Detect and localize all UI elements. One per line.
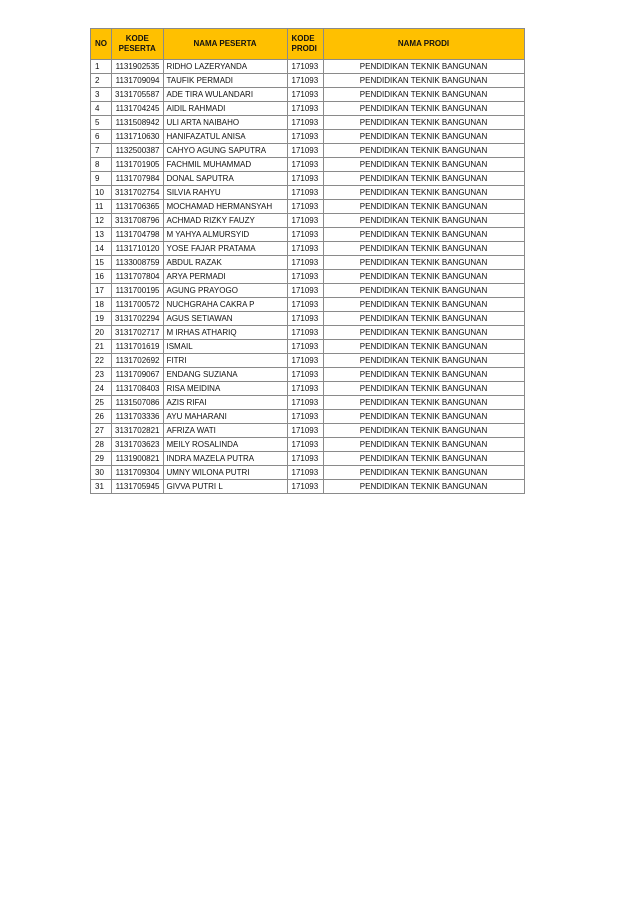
kode-peserta-cell: 1131707804 xyxy=(112,270,164,284)
nama-peserta-cell: ADE TIRA WULANDARI xyxy=(163,88,287,102)
kode-prodi-cell: 171093 xyxy=(287,242,323,256)
participant-table xyxy=(90,28,525,494)
table-row xyxy=(91,410,525,424)
nama-peserta-cell: NUCHGRAHA CAKRA P xyxy=(163,298,287,312)
table-row xyxy=(91,312,525,326)
nama-prodi-cell: PENDIDIKAN TEKNIK BANGUNAN xyxy=(323,270,524,284)
table-row xyxy=(91,340,525,354)
kode-prodi-cell: 171093 xyxy=(287,172,323,186)
header-nama-prodi: NAMA PRODI xyxy=(323,29,524,60)
table-row xyxy=(91,242,525,256)
nama-peserta-cell: SILVIA RAHYU xyxy=(163,186,287,200)
table-row xyxy=(91,354,525,368)
participant-table-sheet xyxy=(90,28,525,494)
row-number: 15 xyxy=(91,256,112,270)
kode-peserta-cell: 1131704245 xyxy=(112,102,164,116)
kode-peserta-cell: 3131702717 xyxy=(112,326,164,340)
nama-prodi-cell: PENDIDIKAN TEKNIK BANGUNAN xyxy=(323,312,524,326)
row-number: 22 xyxy=(91,354,112,368)
table-row xyxy=(91,88,525,102)
nama-peserta-cell: AGUNG PRAYOGO xyxy=(163,284,287,298)
row-number: 25 xyxy=(91,396,112,410)
table-row xyxy=(91,452,525,466)
header-kode-peserta: KODE PESERTA xyxy=(112,29,164,60)
table-row xyxy=(91,74,525,88)
row-number: 24 xyxy=(91,382,112,396)
kode-peserta-cell: 3131702754 xyxy=(112,186,164,200)
kode-prodi-cell: 171093 xyxy=(287,382,323,396)
table-row xyxy=(91,396,525,410)
row-number: 7 xyxy=(91,144,112,158)
kode-prodi-cell: 171093 xyxy=(287,284,323,298)
kode-prodi-cell: 171093 xyxy=(287,200,323,214)
kode-prodi-cell: 171093 xyxy=(287,158,323,172)
table-row xyxy=(91,102,525,116)
table-row xyxy=(91,60,525,74)
kode-peserta-cell: 1131701619 xyxy=(112,340,164,354)
table-row xyxy=(91,270,525,284)
kode-prodi-cell: 171093 xyxy=(287,74,323,88)
table-row xyxy=(91,326,525,340)
nama-prodi-cell: PENDIDIKAN TEKNIK BANGUNAN xyxy=(323,158,524,172)
nama-prodi-cell: PENDIDIKAN TEKNIK BANGUNAN xyxy=(323,172,524,186)
nama-peserta-cell: DONAL SAPUTRA xyxy=(163,172,287,186)
kode-peserta-cell: 1131701905 xyxy=(112,158,164,172)
kode-prodi-cell: 171093 xyxy=(287,228,323,242)
kode-prodi-cell: 171093 xyxy=(287,116,323,130)
nama-peserta-cell: M YAHYA ALMURSYID xyxy=(163,228,287,242)
row-number: 5 xyxy=(91,116,112,130)
nama-prodi-cell: PENDIDIKAN TEKNIK BANGUNAN xyxy=(323,284,524,298)
nama-prodi-cell: PENDIDIKAN TEKNIK BANGUNAN xyxy=(323,396,524,410)
table-row xyxy=(91,284,525,298)
kode-prodi-cell: 171093 xyxy=(287,340,323,354)
nama-prodi-cell: PENDIDIKAN TEKNIK BANGUNAN xyxy=(323,438,524,452)
row-number: 10 xyxy=(91,186,112,200)
kode-peserta-cell: 1131710120 xyxy=(112,242,164,256)
nama-peserta-cell: FITRI xyxy=(163,354,287,368)
nama-prodi-cell: PENDIDIKAN TEKNIK BANGUNAN xyxy=(323,242,524,256)
kode-peserta-cell: 1131508942 xyxy=(112,116,164,130)
nama-peserta-cell: CAHYO AGUNG SAPUTRA xyxy=(163,144,287,158)
row-number: 26 xyxy=(91,410,112,424)
table-row xyxy=(91,228,525,242)
nama-prodi-cell: PENDIDIKAN TEKNIK BANGUNAN xyxy=(323,186,524,200)
row-number: 29 xyxy=(91,452,112,466)
table-row xyxy=(91,480,525,494)
table-row xyxy=(91,214,525,228)
nama-peserta-cell: AIDIL RAHMADI xyxy=(163,102,287,116)
kode-peserta-cell: 3131702294 xyxy=(112,312,164,326)
table-header xyxy=(91,29,525,60)
nama-prodi-cell: PENDIDIKAN TEKNIK BANGUNAN xyxy=(323,368,524,382)
nama-prodi-cell: PENDIDIKAN TEKNIK BANGUNAN xyxy=(323,256,524,270)
table-body xyxy=(91,60,525,494)
row-number: 11 xyxy=(91,200,112,214)
kode-prodi-cell: 171093 xyxy=(287,424,323,438)
nama-peserta-cell: ENDANG SUZIANA xyxy=(163,368,287,382)
table-row xyxy=(91,158,525,172)
table-row xyxy=(91,116,525,130)
kode-prodi-cell: 171093 xyxy=(287,88,323,102)
kode-peserta-cell: 1131709094 xyxy=(112,74,164,88)
row-number: 28 xyxy=(91,438,112,452)
nama-peserta-cell: HANIFAZATUL ANISA xyxy=(163,130,287,144)
kode-prodi-cell: 171093 xyxy=(287,438,323,452)
row-number: 17 xyxy=(91,284,112,298)
nama-peserta-cell: ISMAIL xyxy=(163,340,287,354)
kode-peserta-cell: 1131700572 xyxy=(112,298,164,312)
nama-peserta-cell: ULI ARTA NAIBAHO xyxy=(163,116,287,130)
nama-peserta-cell: UMNY WILONA PUTRI xyxy=(163,466,287,480)
header-nama-peserta: NAMA PESERTA xyxy=(163,29,287,60)
table-row xyxy=(91,298,525,312)
row-number: 27 xyxy=(91,424,112,438)
kode-prodi-cell: 171093 xyxy=(287,452,323,466)
nama-peserta-cell: GIVVA PUTRI L xyxy=(163,480,287,494)
nama-peserta-cell: RISA MEIDINA xyxy=(163,382,287,396)
row-number: 21 xyxy=(91,340,112,354)
table-row xyxy=(91,382,525,396)
nama-prodi-cell: PENDIDIKAN TEKNIK BANGUNAN xyxy=(323,214,524,228)
kode-prodi-cell: 171093 xyxy=(287,256,323,270)
table-row xyxy=(91,200,525,214)
nama-peserta-cell: ACHMAD RIZKY FAUZY xyxy=(163,214,287,228)
nama-peserta-cell: YOSE FAJAR PRATAMA xyxy=(163,242,287,256)
nama-peserta-cell: MOCHAMAD HERMANSYAH xyxy=(163,200,287,214)
table-row xyxy=(91,186,525,200)
nama-prodi-cell: PENDIDIKAN TEKNIK BANGUNAN xyxy=(323,228,524,242)
row-number: 8 xyxy=(91,158,112,172)
row-number: 12 xyxy=(91,214,112,228)
kode-peserta-cell: 3131702821 xyxy=(112,424,164,438)
nama-peserta-cell: MEILY ROSALINDA xyxy=(163,438,287,452)
nama-prodi-cell: PENDIDIKAN TEKNIK BANGUNAN xyxy=(323,116,524,130)
table-row xyxy=(91,438,525,452)
nama-peserta-cell: AGUS SETIAWAN xyxy=(163,312,287,326)
nama-peserta-cell: M IRHAS ATHARIQ xyxy=(163,326,287,340)
kode-prodi-cell: 171093 xyxy=(287,368,323,382)
nama-prodi-cell: PENDIDIKAN TEKNIK BANGUNAN xyxy=(323,298,524,312)
nama-prodi-cell: PENDIDIKAN TEKNIK BANGUNAN xyxy=(323,144,524,158)
kode-peserta-cell: 1132500387 xyxy=(112,144,164,158)
row-number: 6 xyxy=(91,130,112,144)
kode-peserta-cell: 1131900821 xyxy=(112,452,164,466)
row-number: 2 xyxy=(91,74,112,88)
nama-prodi-cell: PENDIDIKAN TEKNIK BANGUNAN xyxy=(323,102,524,116)
row-number: 1 xyxy=(91,60,112,74)
kode-peserta-cell: 3131705587 xyxy=(112,88,164,102)
kode-prodi-cell: 171093 xyxy=(287,326,323,340)
kode-peserta-cell: 1131704798 xyxy=(112,228,164,242)
kode-prodi-cell: 171093 xyxy=(287,466,323,480)
header-no: NO xyxy=(91,29,112,60)
kode-prodi-cell: 171093 xyxy=(287,480,323,494)
nama-peserta-cell: RIDHO LAZERYANDA xyxy=(163,60,287,74)
row-number: 14 xyxy=(91,242,112,256)
header-row xyxy=(91,29,525,60)
kode-peserta-cell: 1131705945 xyxy=(112,480,164,494)
nama-peserta-cell: AFRIZA WATI xyxy=(163,424,287,438)
kode-peserta-cell: 1131706365 xyxy=(112,200,164,214)
kode-prodi-cell: 171093 xyxy=(287,144,323,158)
table-row xyxy=(91,144,525,158)
row-number: 18 xyxy=(91,298,112,312)
nama-prodi-cell: PENDIDIKAN TEKNIK BANGUNAN xyxy=(323,452,524,466)
kode-prodi-cell: 171093 xyxy=(287,130,323,144)
nama-prodi-cell: PENDIDIKAN TEKNIK BANGUNAN xyxy=(323,326,524,340)
row-number: 23 xyxy=(91,368,112,382)
nama-peserta-cell: AZIS RIFAI xyxy=(163,396,287,410)
kode-peserta-cell: 1131700195 xyxy=(112,284,164,298)
kode-prodi-cell: 171093 xyxy=(287,214,323,228)
row-number: 30 xyxy=(91,466,112,480)
kode-prodi-cell: 171093 xyxy=(287,60,323,74)
nama-prodi-cell: PENDIDIKAN TEKNIK BANGUNAN xyxy=(323,74,524,88)
kode-prodi-cell: 171093 xyxy=(287,298,323,312)
kode-prodi-cell: 171093 xyxy=(287,354,323,368)
nama-peserta-cell: INDRA MAZELA PUTRA xyxy=(163,452,287,466)
kode-peserta-cell: 1131703336 xyxy=(112,410,164,424)
nama-prodi-cell: PENDIDIKAN TEKNIK BANGUNAN xyxy=(323,410,524,424)
kode-peserta-cell: 1133008759 xyxy=(112,256,164,270)
kode-peserta-cell: 3131703623 xyxy=(112,438,164,452)
kode-peserta-cell: 1131707984 xyxy=(112,172,164,186)
nama-prodi-cell: PENDIDIKAN TEKNIK BANGUNAN xyxy=(323,382,524,396)
nama-prodi-cell: PENDIDIKAN TEKNIK BANGUNAN xyxy=(323,480,524,494)
kode-peserta-cell: 1131507086 xyxy=(112,396,164,410)
kode-prodi-cell: 171093 xyxy=(287,186,323,200)
kode-peserta-cell: 3131708796 xyxy=(112,214,164,228)
nama-prodi-cell: PENDIDIKAN TEKNIK BANGUNAN xyxy=(323,88,524,102)
kode-peserta-cell: 1131702692 xyxy=(112,354,164,368)
table-row xyxy=(91,172,525,186)
nama-prodi-cell: PENDIDIKAN TEKNIK BANGUNAN xyxy=(323,130,524,144)
kode-prodi-cell: 171093 xyxy=(287,270,323,284)
nama-prodi-cell: PENDIDIKAN TEKNIK BANGUNAN xyxy=(323,354,524,368)
row-number: 3 xyxy=(91,88,112,102)
nama-prodi-cell: PENDIDIKAN TEKNIK BANGUNAN xyxy=(323,340,524,354)
nama-prodi-cell: PENDIDIKAN TEKNIK BANGUNAN xyxy=(323,200,524,214)
kode-peserta-cell: 1131709067 xyxy=(112,368,164,382)
row-number: 16 xyxy=(91,270,112,284)
row-number: 9 xyxy=(91,172,112,186)
kode-prodi-cell: 171093 xyxy=(287,102,323,116)
table-row xyxy=(91,130,525,144)
nama-peserta-cell: ARYA PERMADI xyxy=(163,270,287,284)
header-kode-prodi: KODE PRODI xyxy=(287,29,323,60)
table-row xyxy=(91,466,525,480)
nama-prodi-cell: PENDIDIKAN TEKNIK BANGUNAN xyxy=(323,424,524,438)
row-number: 20 xyxy=(91,326,112,340)
row-number: 13 xyxy=(91,228,112,242)
nama-peserta-cell: TAUFIK PERMADI xyxy=(163,74,287,88)
nama-peserta-cell: FACHMIL MUHAMMAD xyxy=(163,158,287,172)
nama-peserta-cell: ABDUL RAZAK xyxy=(163,256,287,270)
nama-prodi-cell: PENDIDIKAN TEKNIK BANGUNAN xyxy=(323,60,524,74)
nama-peserta-cell: AYU MAHARANI xyxy=(163,410,287,424)
kode-peserta-cell: 1131709304 xyxy=(112,466,164,480)
kode-peserta-cell: 1131710630 xyxy=(112,130,164,144)
kode-peserta-cell: 1131708403 xyxy=(112,382,164,396)
kode-prodi-cell: 171093 xyxy=(287,410,323,424)
kode-peserta-cell: 1131902535 xyxy=(112,60,164,74)
kode-prodi-cell: 171093 xyxy=(287,396,323,410)
row-number: 31 xyxy=(91,480,112,494)
table-row xyxy=(91,256,525,270)
kode-prodi-cell: 171093 xyxy=(287,312,323,326)
table-row xyxy=(91,424,525,438)
row-number: 4 xyxy=(91,102,112,116)
nama-prodi-cell: PENDIDIKAN TEKNIK BANGUNAN xyxy=(323,466,524,480)
row-number: 19 xyxy=(91,312,112,326)
table-row xyxy=(91,368,525,382)
